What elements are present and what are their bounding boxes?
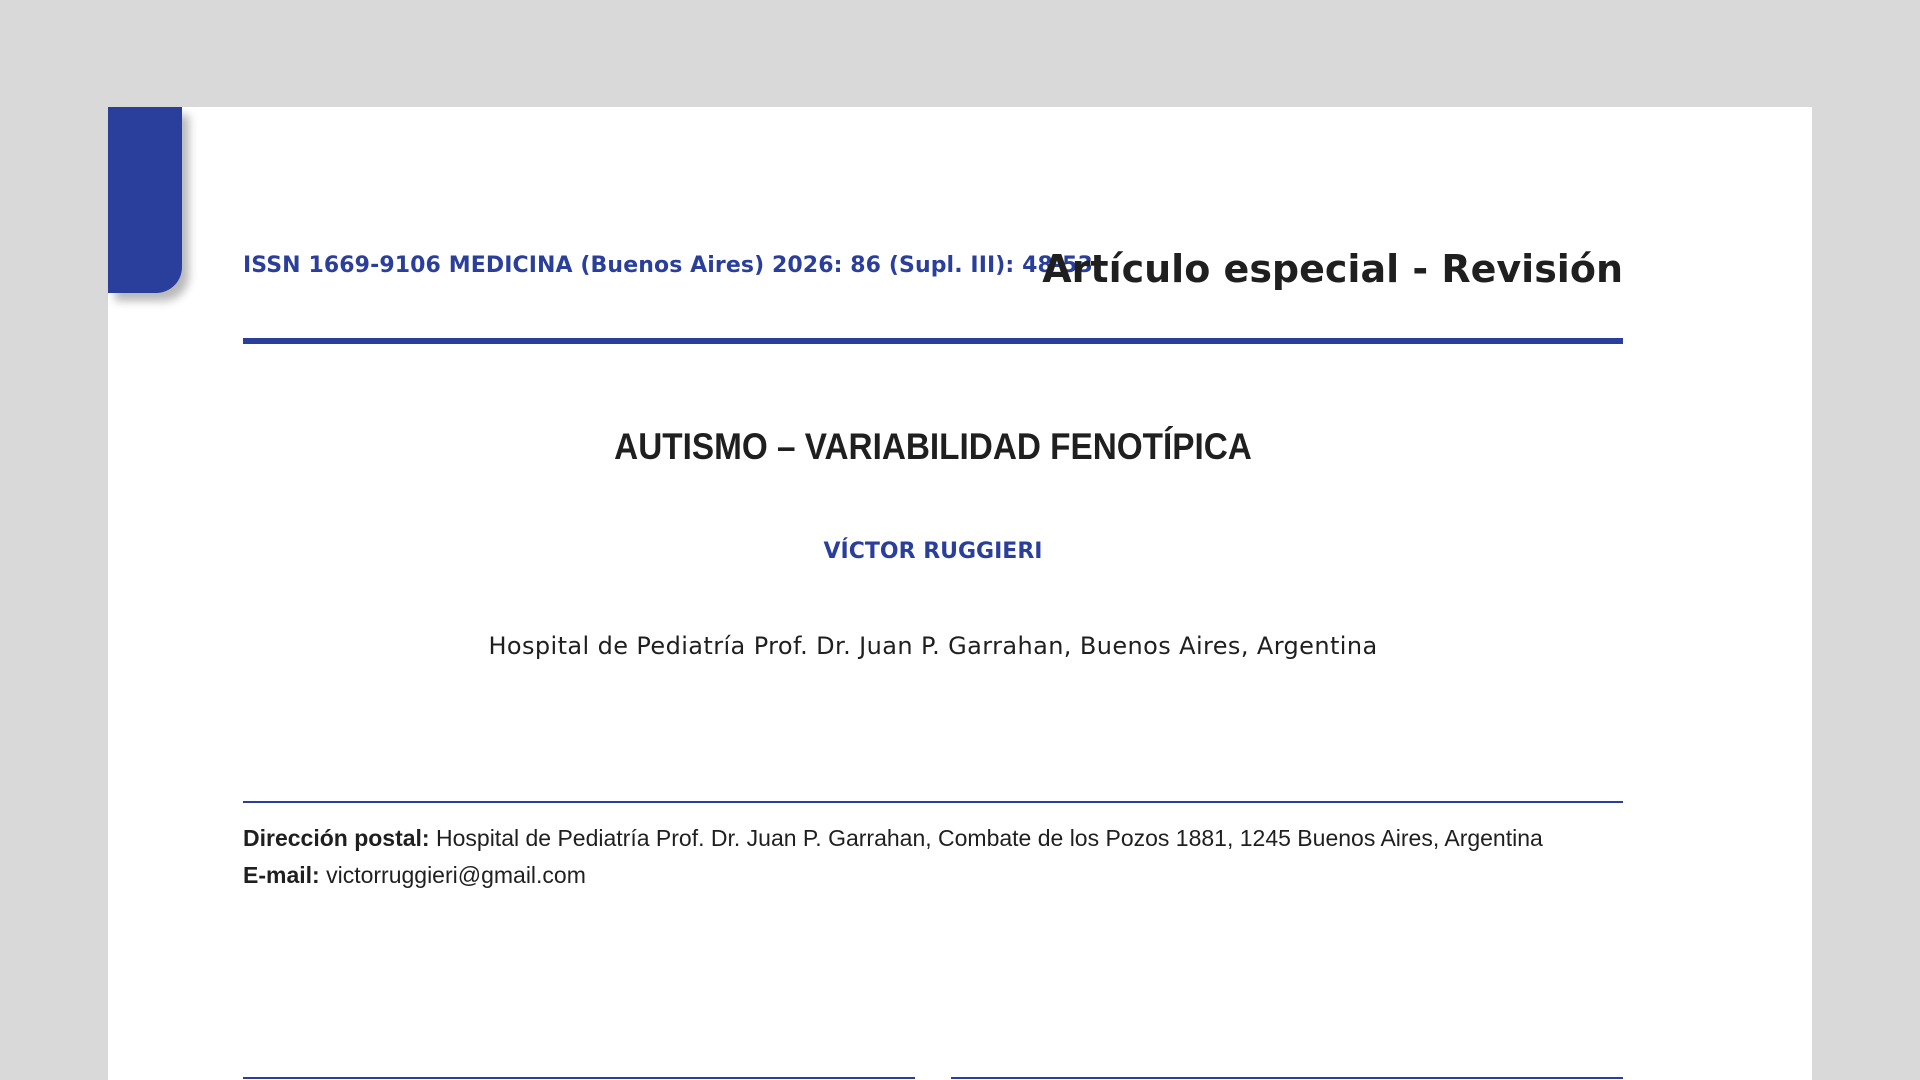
postal-address-value: Hospital de Pediatría Prof. Dr. Juan P. Garrahan, Combate de los Pozos 1881, 1245 Buenos Aires, Argentina [436, 825, 1543, 851]
email-label: E-mail: [243, 862, 320, 888]
corner-tab-decoration [108, 107, 182, 293]
right-column-divider [951, 1077, 1623, 1079]
article-author: VÍCTOR RUGGIERI [823, 539, 1043, 564]
article-title: AUTISMO – VARIABILIDAD FENOTÍPICA [614, 426, 1252, 467]
author-affiliation: Hospital de Pediatría Prof. Dr. Juan P. Garrahan, Buenos Aires, Argentina [488, 632, 1378, 660]
article-type-heading: Artículo especial - Revisión [1042, 247, 1623, 291]
email-address[interactable]: victorruggieri@gmail.com [326, 862, 586, 888]
journal-citation: ISSN 1669-9106 MEDICINA (Buenos Aires) 2026: 86 (Supl. III): 48-53 [243, 253, 1093, 278]
left-column-divider [243, 1077, 915, 1079]
postal-address [243, 825, 1543, 852]
header-divider [243, 338, 1623, 344]
email-line [243, 862, 586, 889]
contact-divider [243, 801, 1623, 803]
postal-address-label: Dirección postal: [243, 825, 430, 851]
